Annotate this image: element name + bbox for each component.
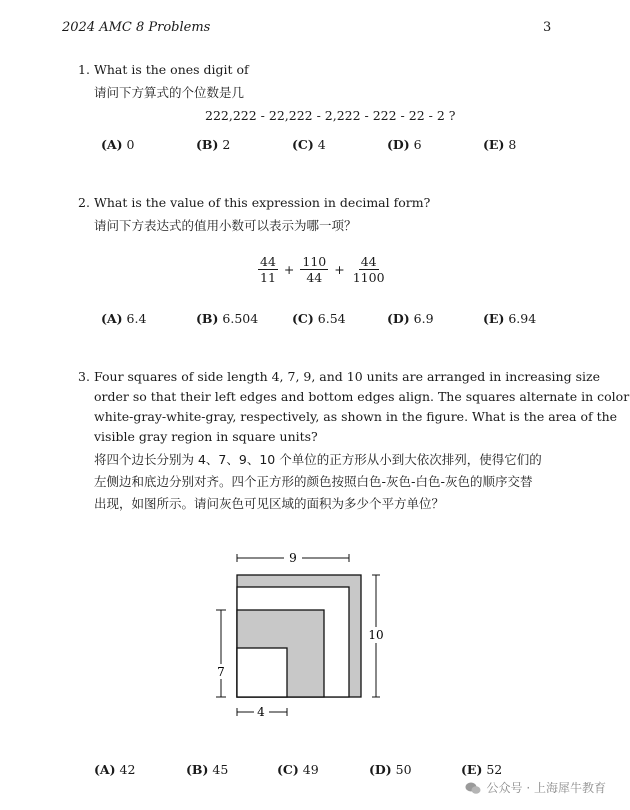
q2-fraction-3: $\frac{44}{1100}$	[352, 254, 385, 285]
q1-choice-c[interactable]: (C) 4	[292, 137, 326, 152]
q2-text-zh: 请问下方表达式的值用小数可以表示为哪一项？	[94, 218, 357, 233]
q3-number: 3.	[78, 369, 90, 384]
watermark-text: 公众号 · 上海犀牛教育	[486, 781, 606, 795]
q1-choice-e[interactable]: (E) 8	[483, 137, 517, 152]
q2-fraction-1: $\frac{44}{11}$	[260, 254, 276, 285]
q3-text-zh-2: 左侧边和底边分别对齐。四个正方形的颜色按照白色-灰色-白色-灰色的顺序交替	[94, 474, 533, 489]
q1-text-en: What is the ones digit of	[94, 62, 249, 77]
dim-7-label: 7	[217, 665, 225, 679]
q1-choice-d[interactable]: (D) 6	[387, 137, 422, 152]
q3-choice-c[interactable]: (C) 49	[277, 762, 319, 777]
q2-choice-b[interactable]: (B) 6.504	[196, 311, 259, 326]
q2-choice-a[interactable]: (A) 6.4	[101, 311, 147, 326]
q2-text-en: What is the value of this expression in decimal form?	[94, 195, 431, 210]
wechat-icon	[465, 781, 481, 795]
q3-text-zh-1: 将四个边长分别为 4、7、9、10 个单位的正方形从小到大依次排列，使得它们的	[94, 452, 542, 467]
q3-text-zh-3: 出现，如图所示。请问灰色可见区域的面积为多少个平方单位？	[94, 496, 445, 511]
q1-expression: 222,222 - 22,222 - 2,222 - 222 - 22 - 2 ?	[205, 108, 456, 123]
squares-figure	[210, 545, 400, 725]
q1-choice-a[interactable]: (A) 0	[101, 137, 135, 152]
dim-9-label: 9	[289, 551, 297, 565]
watermark	[465, 779, 606, 796]
q2-number: 2.	[78, 195, 90, 210]
square-4-white	[237, 648, 287, 697]
q2-expression	[258, 254, 387, 285]
plus-sign: +	[283, 262, 295, 277]
dim-10-label: 10	[368, 628, 384, 642]
q1-text-zh: 请问下方算式的个位数是几	[94, 85, 245, 100]
q3-text-en-4: visible gray region in square units?	[94, 429, 318, 444]
page-number: 3	[543, 20, 552, 35]
plus-sign: +	[334, 262, 345, 277]
q1-choice-b[interactable]: (B) 2	[196, 137, 231, 152]
q3-text-en-3: white-gray-white-gray, respectively, as shown in the figure. What is the area of the	[94, 409, 618, 424]
q2-choice-d[interactable]: (D) 6.9	[387, 311, 434, 326]
q3-choice-e[interactable]: (E) 52	[461, 762, 503, 777]
q1-number: 1.	[78, 62, 90, 77]
q3-choice-d[interactable]: (D) 50	[369, 762, 412, 777]
page-header-title: 2024 AMC 8 Problems	[62, 20, 211, 35]
q3-choice-b[interactable]: (B) 45	[186, 762, 229, 777]
q2-choice-c[interactable]: (C) 6.54	[292, 311, 346, 326]
q3-text-en-1: Four squares of side length 4, 7, 9, and 10 units are arranged in increasing size	[94, 369, 600, 384]
q2-choice-e[interactable]: (E) 6.94	[483, 311, 537, 326]
q2-fraction-2: $\frac{110}{44}$	[302, 254, 327, 285]
q3-text-en-2: order so that their left edges and bottom edges align. The squares alternate in color	[94, 389, 630, 404]
dim-4-label: 4	[257, 705, 265, 719]
q3-choice-a[interactable]: (A) 42	[94, 762, 136, 777]
